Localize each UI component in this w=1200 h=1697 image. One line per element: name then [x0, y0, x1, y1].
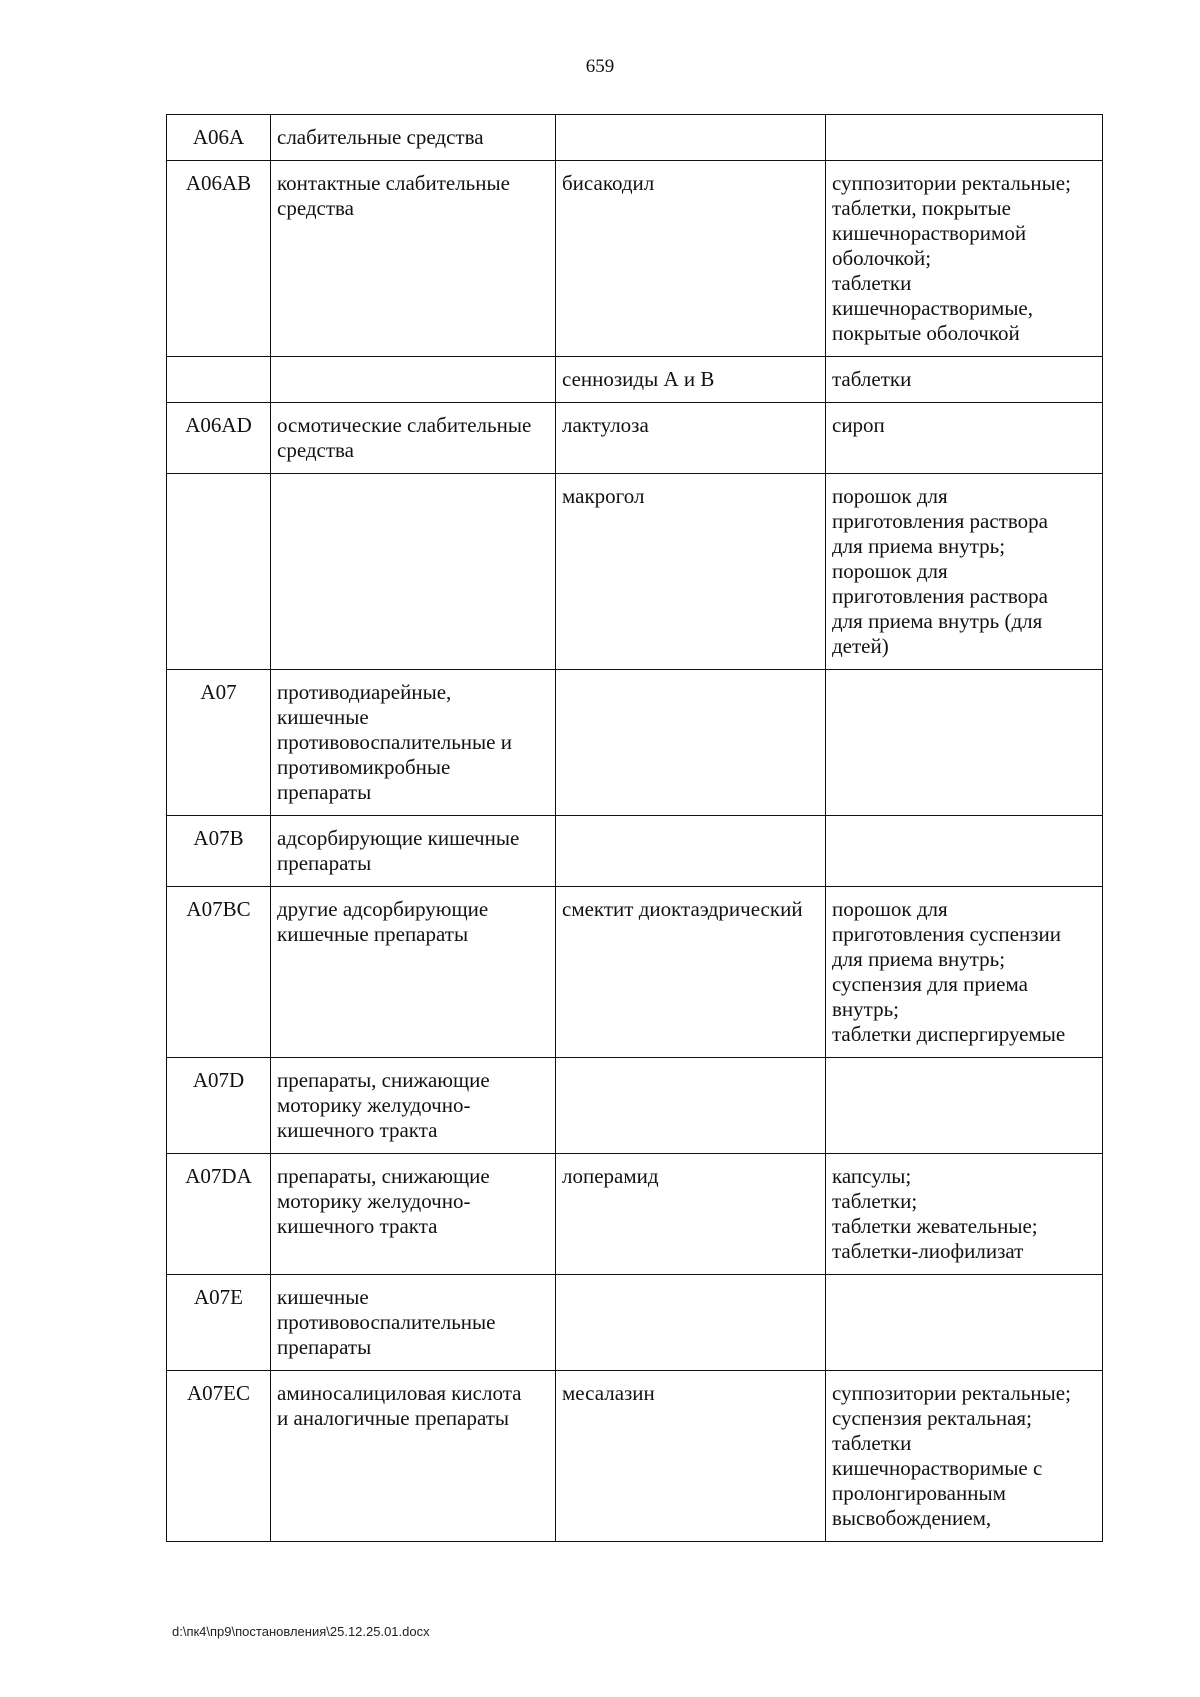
- dosage-form-line: суспензия ректальная;: [832, 1406, 1032, 1430]
- page-number: 659: [585, 56, 615, 77]
- table-row: [167, 1058, 1103, 1154]
- atc-code-cell: А07ВС: [167, 887, 271, 1058]
- drug-name-line: сеннозиды А и В: [562, 367, 715, 391]
- group-name-cell: [271, 357, 556, 403]
- group-name-line: другие адсорбирующие: [277, 897, 489, 921]
- atc-code-cell: А07: [167, 670, 271, 816]
- drug-name-cell: [556, 1371, 826, 1542]
- drug-name-line: смектит диоктаэдрический: [562, 897, 803, 921]
- dosage-form-line: высвобождением,: [832, 1506, 992, 1530]
- group-name-cell: [271, 816, 556, 887]
- dosage-form-cell: [826, 887, 1103, 1058]
- dosage-form-cell: [826, 115, 1103, 161]
- dosage-form-cell: [826, 161, 1103, 357]
- dosage-form-line: таблетки-лиофилизат: [832, 1239, 1024, 1263]
- dosage-form-line: таблетки;: [832, 1189, 918, 1213]
- group-name-cell: [271, 1371, 556, 1542]
- group-name-cell: [271, 1154, 556, 1275]
- drug-name-line: бисакодил: [562, 171, 655, 195]
- group-name-line: кишечные препараты: [277, 922, 469, 946]
- drug-name-cell: [556, 670, 826, 816]
- dosage-form-line: пролонгированным: [832, 1481, 1006, 1505]
- dosage-form-line: кишечнорастворимой: [832, 221, 1027, 245]
- group-name-line: кишечные: [277, 705, 369, 729]
- footer-file-path: d:\пк4\пр9\постановления\25.12.25.01.docx: [172, 1624, 430, 1639]
- dosage-form-line: приготовления суспензии: [832, 922, 1061, 946]
- atc-code-cell: А07D: [167, 1058, 271, 1154]
- atc-code-cell: А07В: [167, 816, 271, 887]
- dosage-form-cell: [826, 357, 1103, 403]
- table-row: [167, 670, 1103, 816]
- table-row: [167, 1371, 1103, 1542]
- dosage-form-line: оболочкой;: [832, 246, 932, 270]
- atc-code-cell: [167, 357, 271, 403]
- dosage-form-cell: [826, 816, 1103, 887]
- atc-code-cell: А07DA: [167, 1154, 271, 1275]
- dosage-form-line: сироп: [832, 413, 885, 437]
- dosage-form-line: таблетки жевательные;: [832, 1214, 1038, 1238]
- dosage-form-line: таблетки диспергируемые: [832, 1022, 1066, 1046]
- atc-code-cell: А07Е: [167, 1275, 271, 1371]
- dosage-form-line: суппозитории ректальные;: [832, 1381, 1071, 1405]
- table-row: [167, 1154, 1103, 1275]
- dosage-form-line: порошок для: [832, 484, 948, 508]
- drug-name-cell: [556, 1154, 826, 1275]
- group-name-line: препараты: [277, 1335, 372, 1359]
- group-name-cell: [271, 161, 556, 357]
- group-name-line: контактные слабительные: [277, 171, 510, 195]
- group-name-line: препараты: [277, 780, 372, 804]
- dosage-form-line: кишечнорастворимые с: [832, 1456, 1043, 1480]
- dosage-form-line: суппозитории ректальные;: [832, 171, 1071, 195]
- table-row: [167, 115, 1103, 161]
- dosage-form-line: для приема внутрь;: [832, 947, 1006, 971]
- dosage-form-line: детей): [832, 634, 889, 658]
- group-name-cell: [271, 670, 556, 816]
- group-name-cell: [271, 474, 556, 670]
- group-name-line: кишечного тракта: [277, 1118, 438, 1142]
- table-row: [167, 357, 1103, 403]
- drug-name-cell: [556, 816, 826, 887]
- atc-code-cell: [167, 474, 271, 670]
- table-row: [167, 403, 1103, 474]
- drug-name-cell: [556, 887, 826, 1058]
- dosage-form-line: капсулы;: [832, 1164, 912, 1188]
- group-name-line: противовоспалительные и: [277, 730, 512, 754]
- atc-code-cell: А06А: [167, 115, 271, 161]
- dosage-form-cell: [826, 1154, 1103, 1275]
- table-row: [167, 161, 1103, 357]
- drug-table: [166, 114, 1103, 1542]
- group-name-line: препараты, снижающие: [277, 1068, 490, 1092]
- dosage-form-cell: [826, 403, 1103, 474]
- group-name-line: противодиарейные,: [277, 680, 452, 704]
- dosage-form-line: кишечнорастворимые,: [832, 296, 1034, 320]
- drug-name-cell: [556, 357, 826, 403]
- group-name-cell: [271, 1058, 556, 1154]
- atc-code-cell: А07ЕС: [167, 1371, 271, 1542]
- drug-name-cell: [556, 161, 826, 357]
- dosage-form-line: порошок для: [832, 559, 948, 583]
- dosage-form-line: порошок для: [832, 897, 948, 921]
- group-name-line: средства: [277, 438, 355, 462]
- group-name-line: аминосалициловая кислота: [277, 1381, 522, 1405]
- drug-name-cell: [556, 115, 826, 161]
- dosage-form-cell: [826, 1275, 1103, 1371]
- atc-code-cell: А06АВ: [167, 161, 271, 357]
- dosage-form-cell: [826, 1371, 1103, 1542]
- group-name-line: кишечного тракта: [277, 1214, 438, 1238]
- dosage-form-line: для приема внутрь;: [832, 534, 1006, 558]
- group-name-cell: [271, 115, 556, 161]
- table-row: [167, 1275, 1103, 1371]
- dosage-form-cell: [826, 1058, 1103, 1154]
- table-row: [167, 887, 1103, 1058]
- group-name-line: кишечные: [277, 1285, 369, 1309]
- group-name-line: адсорбирующие кишечные: [277, 826, 520, 850]
- table-row: [167, 474, 1103, 670]
- dosage-form-line: таблетки: [832, 271, 912, 295]
- group-name-line: слабительные средства: [277, 125, 484, 149]
- dosage-form-line: покрытые оболочкой: [832, 321, 1020, 345]
- drug-name-cell: [556, 474, 826, 670]
- dosage-form-line: приготовления раствора: [832, 509, 1048, 533]
- group-name-line: противовоспалительные: [277, 1310, 496, 1334]
- table-row: [167, 816, 1103, 887]
- drug-name-cell: [556, 403, 826, 474]
- group-name-line: осмотические слабительные: [277, 413, 532, 437]
- group-name-line: и аналогичные препараты: [277, 1406, 510, 1430]
- dosage-form-cell: [826, 474, 1103, 670]
- group-name-line: препараты: [277, 851, 372, 875]
- dosage-form-line: таблетки: [832, 1431, 912, 1455]
- group-name-line: противомикробные: [277, 755, 451, 779]
- group-name-line: средства: [277, 196, 355, 220]
- atc-code-cell: А06AD: [167, 403, 271, 474]
- group-name-line: моторику желудочно-: [277, 1093, 471, 1117]
- group-name-cell: [271, 403, 556, 474]
- drug-name-line: макрогол: [562, 484, 645, 508]
- group-name-cell: [271, 887, 556, 1058]
- table-body: [167, 115, 1103, 1542]
- group-name-cell: [271, 1275, 556, 1371]
- dosage-form-line: таблетки, покрытые: [832, 196, 1011, 220]
- dosage-form-line: для приема внутрь (для: [832, 609, 1043, 633]
- drug-name-line: месалазин: [562, 1381, 655, 1405]
- dosage-form-line: внутрь;: [832, 997, 899, 1021]
- group-name-line: моторику желудочно-: [277, 1189, 471, 1213]
- drug-name-cell: [556, 1058, 826, 1154]
- drug-name-line: лоперамид: [562, 1164, 659, 1188]
- dosage-form-line: суспензия для приема: [832, 972, 1028, 996]
- dosage-form-line: таблетки: [832, 367, 912, 391]
- dosage-form-cell: [826, 670, 1103, 816]
- group-name-line: препараты, снижающие: [277, 1164, 490, 1188]
- drug-name-cell: [556, 1275, 826, 1371]
- dosage-form-line: приготовления раствора: [832, 584, 1048, 608]
- drug-name-line: лактулоза: [562, 413, 649, 437]
